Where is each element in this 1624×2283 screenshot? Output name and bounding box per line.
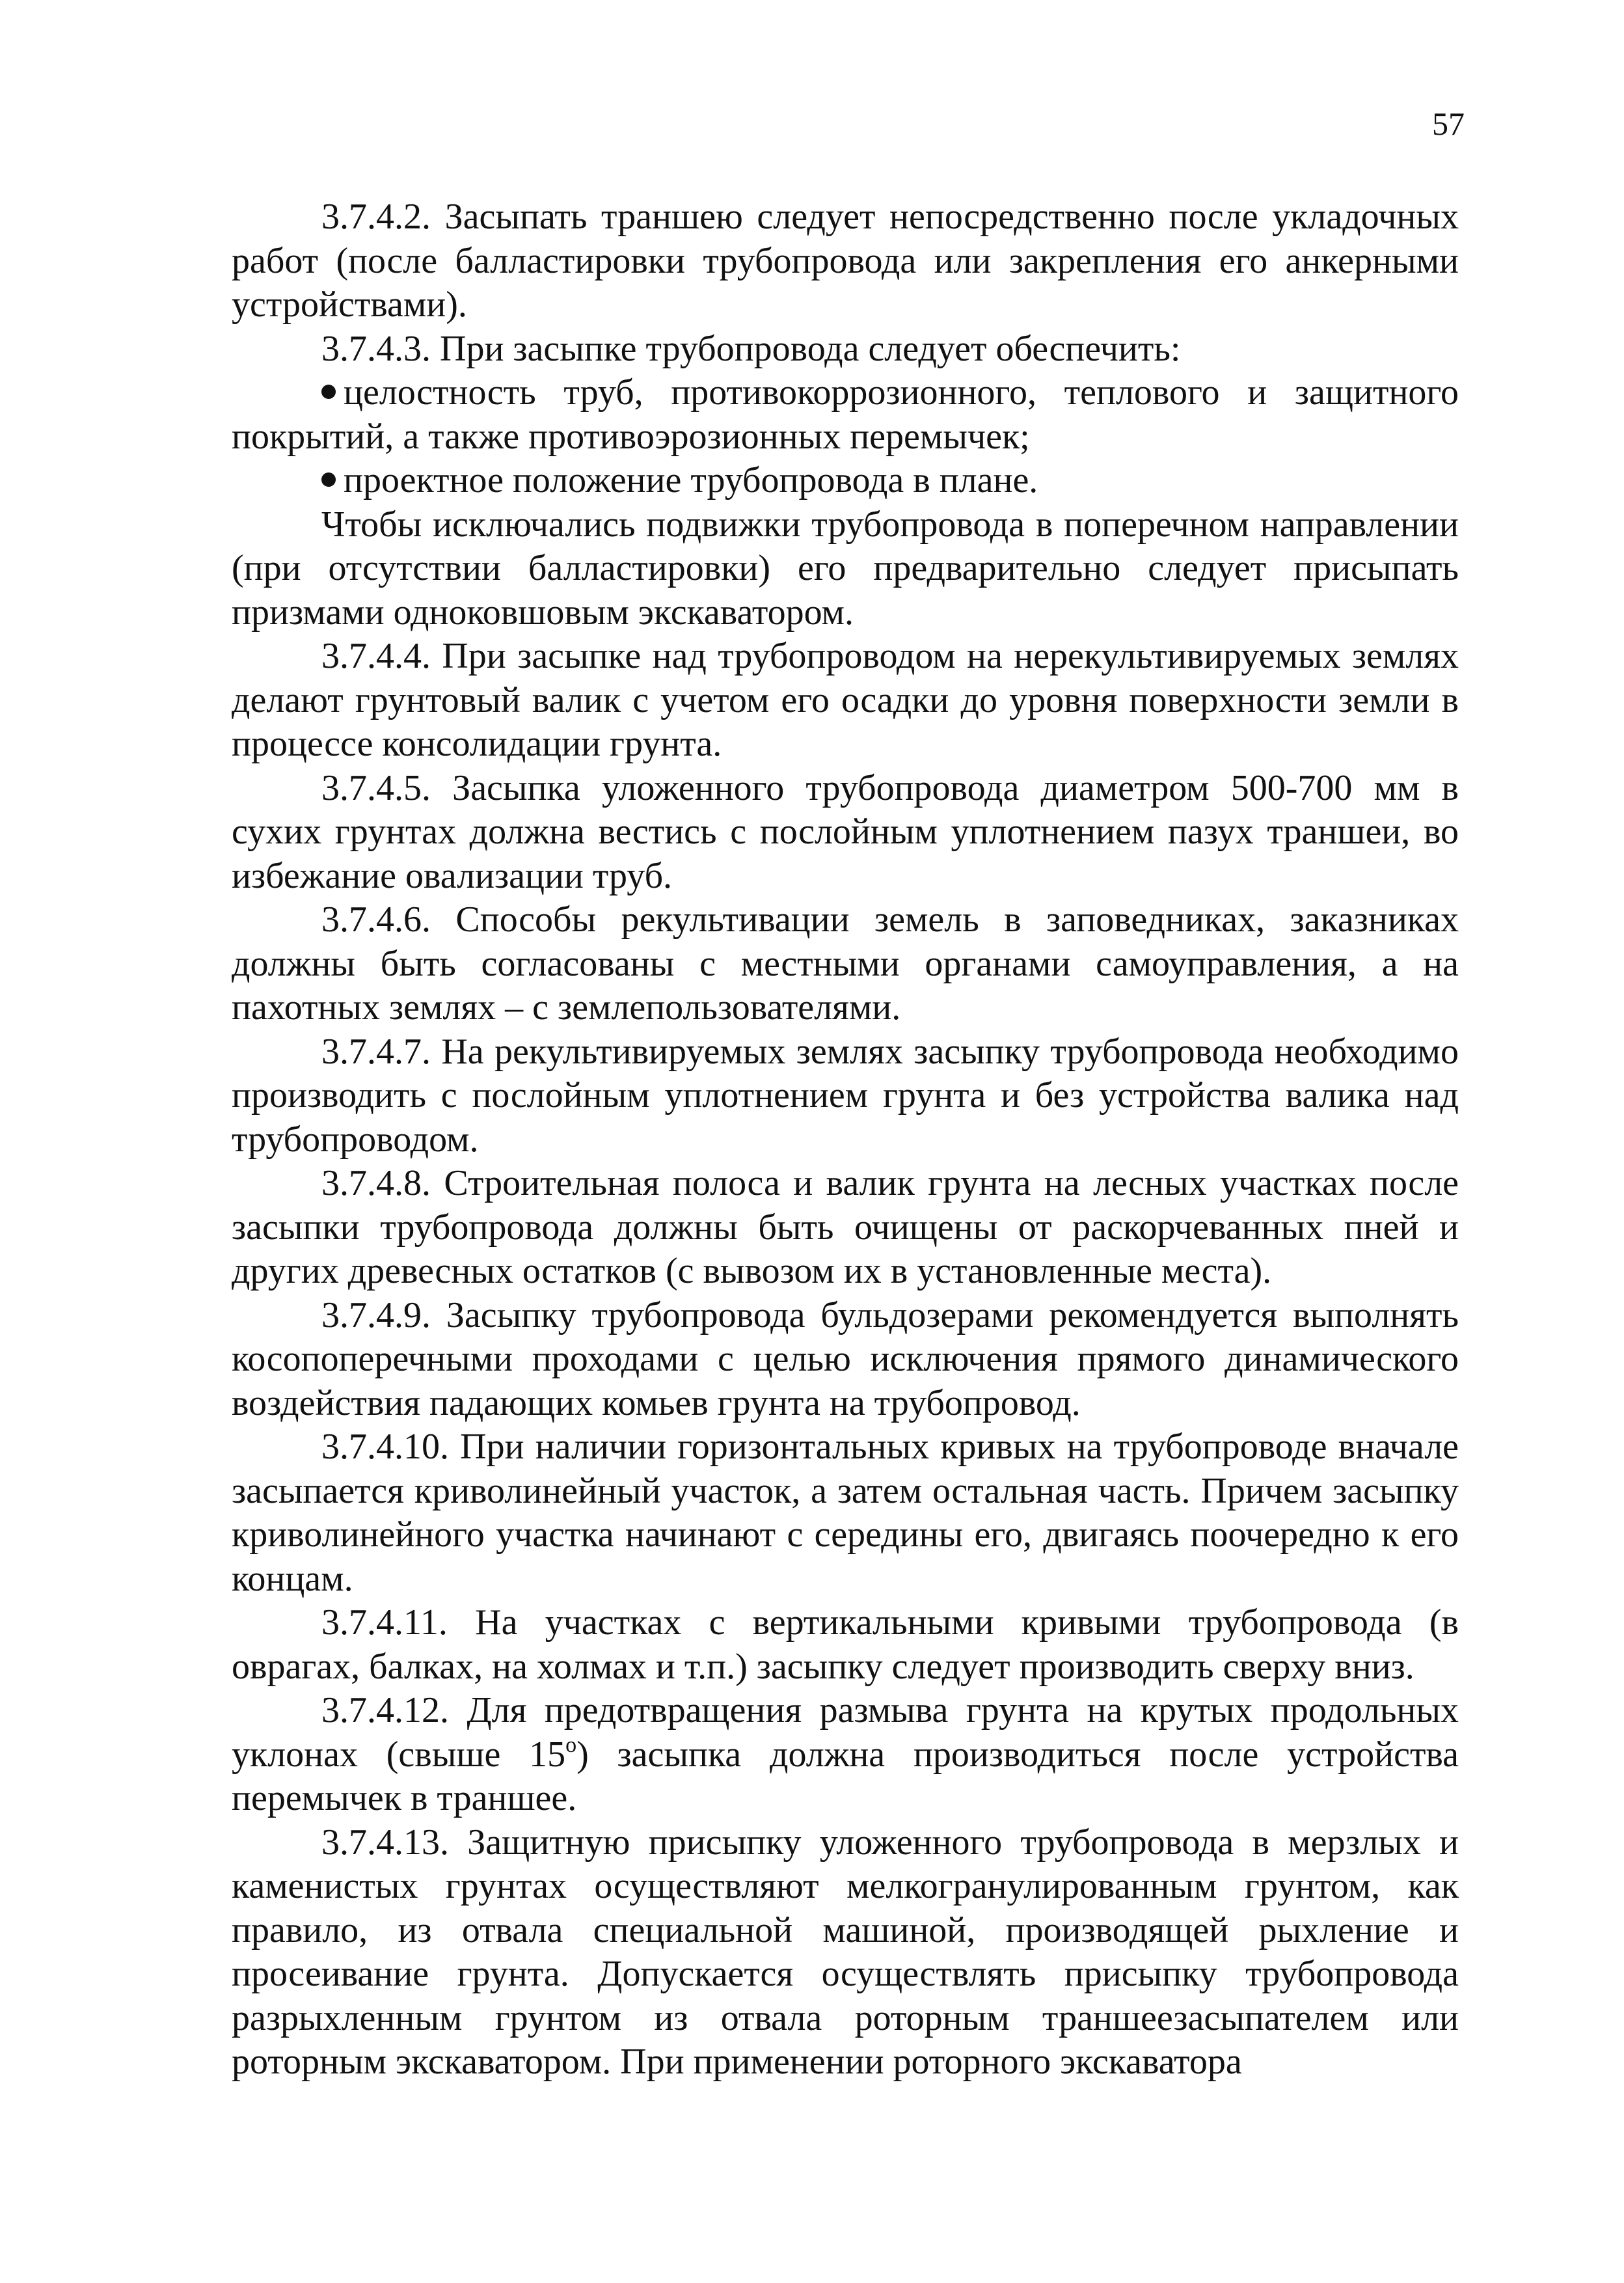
paragraph-3-7-4-12 [232,1689,1459,1821]
document-body [232,195,1459,2085]
paragraph-3-7-4-11: 3.7.4.11. На участках с вертикальными кривыми трубопровода (в оврагах, балках, на холмах и т.п.) засыпку следует производить сверху вниз. [232,1602,1459,1687]
paragraph-3-7-4-4: 3.7.4.4. При засыпке над трубопроводом на нерекультивируемых землях делают грунтовый валик с учетом его осадки до уровня поверхности земли в процессе консолидации грунта. [232,636,1459,764]
bullet-icon [321,472,336,487]
paragraph-3-7-4-13: 3.7.4.13. Защитную присыпку уложенного трубопровода в мерзлых и каменистых грунтах осуществляют мелкогранулированным грунтом, как правило, из отвала специальной машиной, производящей рыхление и просеивание грунта. Допускается осуществлять присыпку трубопровода разрыхленным грунтом из отвала роторным траншеезасыпателем или роторным экскаватором. При применении роторного экскаватора [232,1822,1459,2082]
paragraph-displacement: Чтобы исключались подвижки трубопровода в поперечном направлении (при отсутствии балластировки) его предварительно следует присыпать призмами одноковшовым экскаватором. [232,504,1459,633]
paragraph-text-start: 3.7.4.12. Для предотвращения размыва грунта на крутых продольных уклонах (свыше 15 [232,1690,1459,1775]
paragraph-3-7-4-9: 3.7.4.9. Засыпку трубопровода бульдозерами рекомендуется выполнять косопоперечными проходами с целью исключения прямого динамического воздействия падающих комьев грунта на трубопровод. [232,1294,1459,1423]
bullet-item [232,371,1459,459]
page-number: 57 [1432,105,1465,142]
paragraph-3-7-4-7: 3.7.4.7. На рекультивируемых землях засыпку трубопровода необходимо производить с послойным уплотнением грунта и без устройства валика над трубопроводом. [232,1031,1459,1160]
bullet-icon [321,385,336,399]
bullet-text: проектное положение трубопровода в плане. [344,460,1038,500]
paragraph-3-7-4-3: 3.7.4.3. При засыпке трубопровода следует обеспечить: [321,328,1181,369]
paragraph-3-7-4-2: 3.7.4.2. Засыпать траншею следует непосредственно после укладочных работ (после балластировки трубопровода или закрепления его анкерными устройствами). [232,197,1459,325]
paragraph-3-7-4-10: 3.7.4.10. При наличии горизонтальных кривых на трубопроводе вначале засыпается криволинейный участок, а затем остальная часть. Причем засыпку криволинейного участка начинают с середины его, двигаясь поочередно к его концам. [232,1427,1459,1599]
paragraph-3-7-4-6: 3.7.4.6. Способы рекультивации земель в заповедниках, заказниках должны быть согласованы с местными органами самоуправления, а на пахотных землях – с землепользователями. [232,899,1459,1028]
paragraph-text-end: ) засыпка должна производиться после устройства перемычек в траншее. [232,1734,1459,1818]
bullet-text: целостность труб, противокоррозионного, теплового и защитного покрытий, а также противоэрозионных перемычек; [232,372,1459,457]
bullet-item [232,459,1459,503]
paragraph-3-7-4-8: 3.7.4.8. Строительная полоса и валик грунта на лесных участках после засыпки трубопровода должны быть очищены от раскорчеванных пней и других древесных остатков (с вывозом их в установленные места). [232,1163,1459,1291]
degree-superscript: о [565,1732,577,1757]
paragraph-3-7-4-5: 3.7.4.5. Засыпка уложенного трубопровода диаметром 500-700 мм в сухих грунтах должна вестись с послойным уплотнением пазух траншеи, во избежание овализации труб. [232,767,1459,896]
